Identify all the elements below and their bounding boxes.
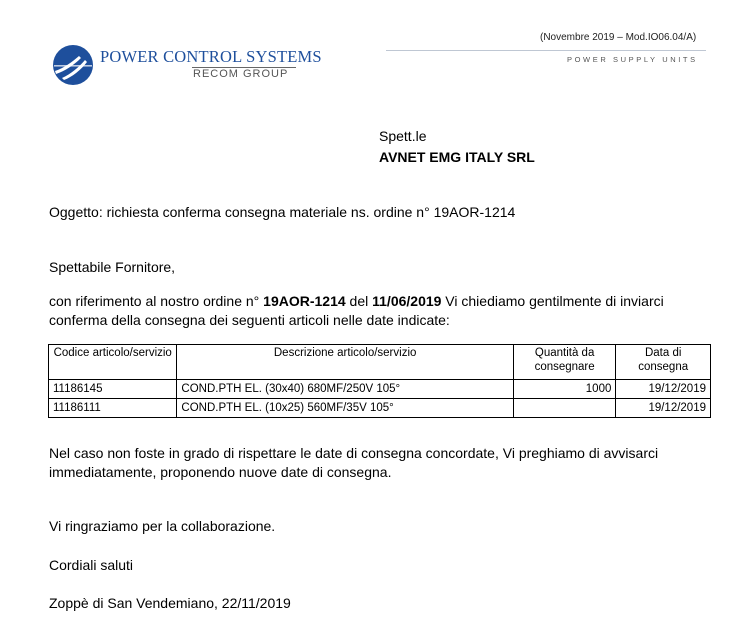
intro-paragraph: [49, 292, 714, 330]
tagline: POWER SUPPLY UNITS: [567, 55, 698, 64]
recipient-name: AVNET EMG ITALY SRL: [379, 149, 535, 165]
cell-date: 19/12/2019: [616, 380, 711, 399]
table-row: [49, 380, 711, 399]
header-divider: [386, 50, 706, 51]
header-date: Data di consegna: [616, 345, 711, 380]
order-date: 11/06/2019: [372, 293, 442, 309]
cell-code: 11186111: [49, 399, 177, 418]
greeting: Spettabile Fornitore,: [49, 259, 176, 275]
table-header-row: [49, 345, 711, 380]
cell-description: COND.PTH EL. (30x40) 680MF/250V 105°: [177, 380, 513, 399]
notice-paragraph: Nel caso non foste in grado di rispettare le date di consegna concordate, Vi preghiamo di avvisarci immediatamente, proponendo nuove date di consegna.: [49, 445, 659, 480]
header-quantity: Quantità da consegnare: [513, 345, 616, 380]
header-description: Descrizione articolo/servizio: [177, 345, 513, 380]
company-logo-icon: [52, 44, 94, 86]
subject-line: Oggetto: richiesta conferma consegna materiale ns. ordine n° 19AOR-1214: [49, 204, 516, 220]
cell-quantity: [513, 399, 616, 418]
thanks-line: Vi ringraziamo per la collaborazione.: [49, 518, 276, 534]
intro-text-2: del: [345, 293, 373, 309]
table-row: [49, 399, 711, 418]
cell-date: 19/12/2019: [616, 399, 711, 418]
company-name: POWER CONTROL SYSTEMS: [100, 47, 322, 66]
cell-quantity: 1000: [513, 380, 616, 399]
closing-line: Cordiali saluti: [49, 557, 134, 573]
cell-description: COND.PTH EL. (10x25) 560MF/35V 105°: [177, 399, 513, 418]
intro-text-1: con riferimento al nostro ordine n°: [49, 293, 264, 309]
order-number: 19AOR-1214: [263, 293, 346, 309]
document-reference: (Novembre 2019 – Mod.IO06.04/A): [540, 32, 697, 43]
group-name: RECOM GROUP: [193, 68, 289, 80]
cell-code: 11186145: [49, 380, 177, 399]
header-code: Codice articolo/servizio: [49, 345, 177, 380]
recipient-salutation: Spett.le: [379, 128, 427, 144]
intro-text-3: Vi chiediamo gentilmente di inviarci conferma della consegna dei seguenti articoli nelle date indicate:: [49, 293, 664, 328]
place-date: Zoppè di San Vendemiano, 22/11/2019: [49, 595, 291, 611]
items-table: [48, 344, 711, 418]
